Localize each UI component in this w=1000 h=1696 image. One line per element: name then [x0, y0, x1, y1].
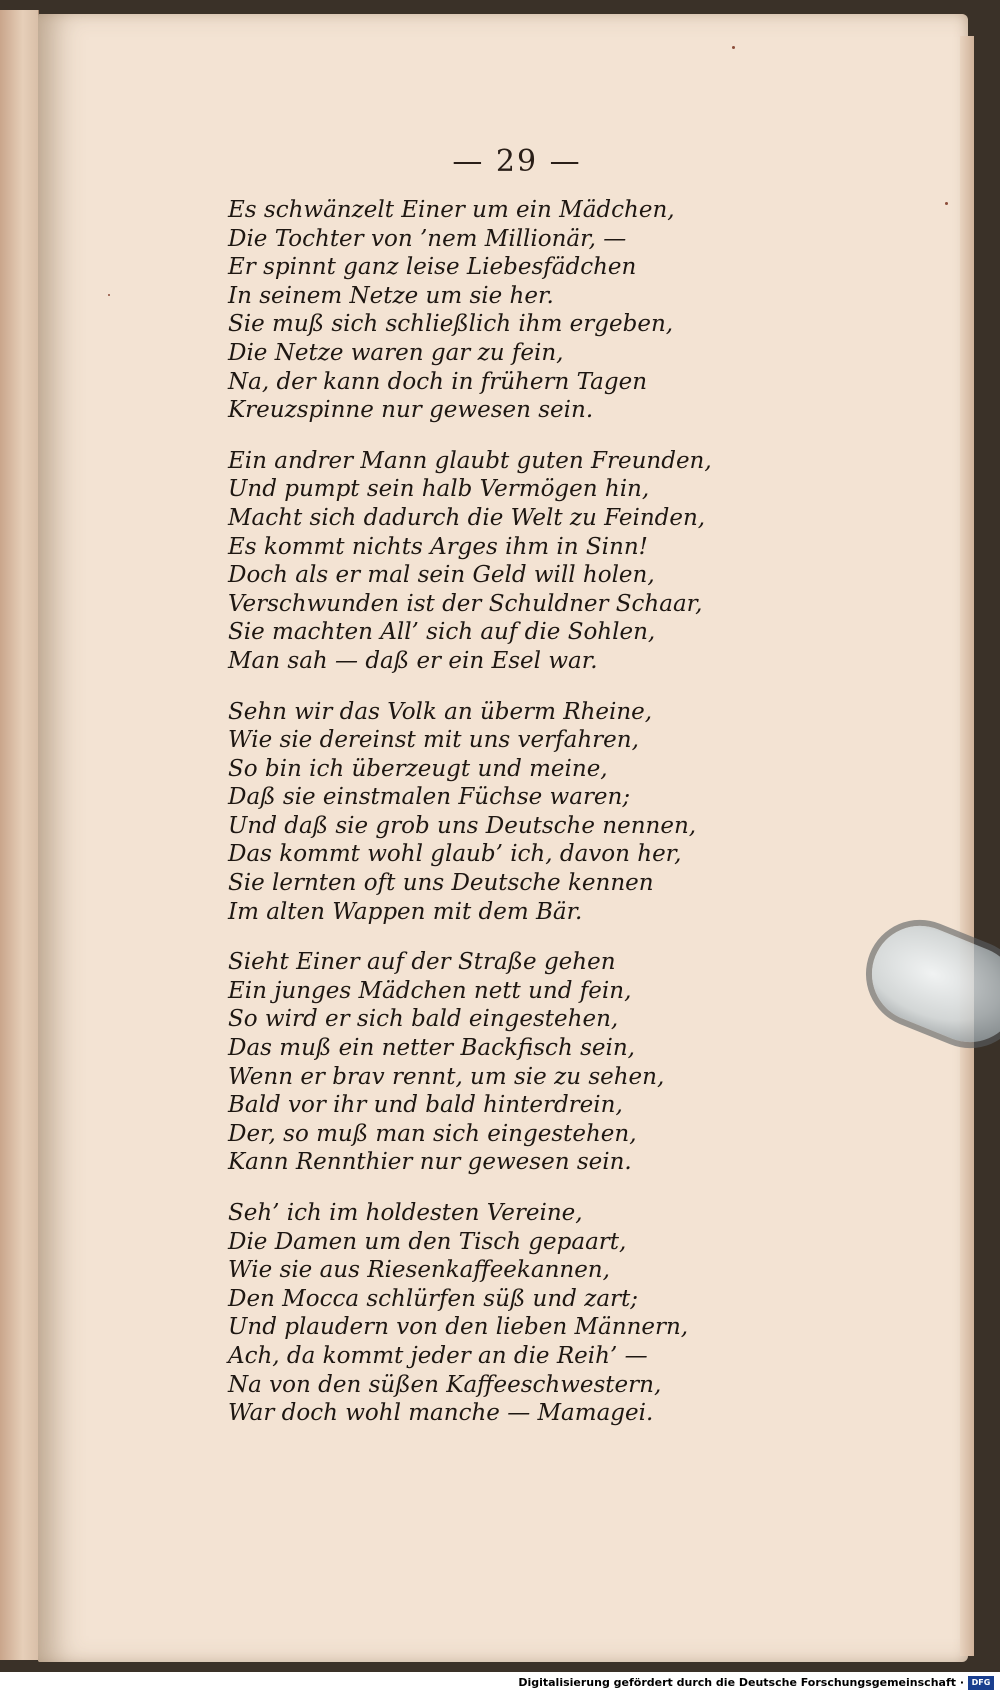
- poem-line: Der, so muß man sich eingestehen,: [228, 1120, 637, 1147]
- poem-line: Sie lernten oft uns Deutsche kennen: [228, 870, 654, 897]
- poem-line: Und pumpt sein halb Vermögen hin,: [228, 476, 650, 503]
- stanza: [228, 698, 928, 927]
- poem-line: Und daß sie grob uns Deutsche nennen,: [228, 812, 697, 839]
- poem-line: Na, der kann doch in frühern Tagen: [228, 368, 648, 395]
- digitization-footer: [0, 1672, 1000, 1696]
- poem-line: Ein andrer Mann glaubt guten Freunden,: [228, 447, 712, 474]
- left-page-edge: [0, 10, 39, 1660]
- poem-line: Die Damen um den Tisch gepaart,: [228, 1228, 627, 1255]
- poem-line: Es schwänzelt Einer um ein Mädchen,: [228, 197, 675, 223]
- poem-line: Sehn wir das Volk an überm Rheine,: [228, 698, 653, 725]
- poem-line: Und plaudern von den lieben Männern,: [228, 1314, 689, 1341]
- poem-line: Kann Rennthier nur gewesen sein.: [228, 1149, 632, 1176]
- poem-line: Doch als er mal sein Geld will holen,: [228, 562, 655, 589]
- poem-line: Bald vor ihr und bald hinterdrein,: [228, 1092, 623, 1119]
- poem-line: Macht sich dadurch die Welt zu Feinden,: [228, 504, 706, 531]
- page-number: — 29 —: [452, 144, 582, 179]
- poem-line: Sieht Einer auf der Straße gehen: [228, 949, 616, 976]
- poem-line: Die Tochter von ’nem Millionär, —: [228, 225, 627, 252]
- poem-line: Wie sie dereinst mit uns verfahren,: [228, 727, 639, 754]
- poem-line: Daß sie einstmalen Füchse waren;: [228, 784, 631, 811]
- dfg-logo: DFG: [968, 1676, 994, 1690]
- stanza: [228, 196, 928, 425]
- poem-line: Es kommt nichts Arges ihm in Sinn!: [228, 533, 648, 560]
- ink-speck: [108, 294, 110, 296]
- poem: [228, 196, 928, 1450]
- poem-line: Kreuzspinne nur gewesen sein.: [228, 397, 594, 424]
- poem-line: War doch wohl manche — Mamagei.: [228, 1400, 654, 1427]
- poem-line: Den Mocca schlürfen süß und zart;: [228, 1285, 639, 1312]
- poem-line: Die Netze waren gar zu fein,: [228, 339, 564, 366]
- poem-line: Das muß ein netter Backfisch sein,: [228, 1035, 635, 1062]
- stanza: [228, 1199, 928, 1428]
- poem-line: So bin ich überzeugt und meine,: [228, 755, 608, 782]
- poem-line: So wird er sich bald eingestehen,: [228, 1006, 619, 1033]
- right-page-edge: [960, 36, 974, 1656]
- poem-line: Er spinnt ganz leise Liebesfädchen: [228, 254, 637, 281]
- poem-line: Verschwunden ist der Schuldner Schaar,: [228, 590, 703, 617]
- ink-speck: [732, 46, 735, 49]
- stanza: [228, 447, 928, 676]
- poem-line: Das kommt wohl glaub’ ich, davon her,: [228, 841, 682, 868]
- poem-line: Im alten Wappen mit dem Bär.: [228, 898, 583, 925]
- poem-line: Wie sie aus Riesenkaffeekannen,: [228, 1257, 610, 1284]
- poem-line: Seh’ ich im holdesten Vereine,: [228, 1200, 583, 1226]
- stanza: [228, 948, 928, 1177]
- ink-speck: [945, 202, 948, 205]
- poem-line: Sie muß sich schließlich ihm ergeben,: [228, 311, 674, 338]
- poem-line: Sie machten All’ sich auf die Sohlen,: [228, 619, 656, 646]
- poem-line: Man sah — daß er ein Esel war.: [228, 647, 598, 674]
- poem-line: Ein junges Mädchen nett und fein,: [228, 977, 632, 1004]
- footer-credit: Digitalisierung gefördert durch die Deutsche Forschungsgemeinschaft ·: [518, 1676, 964, 1689]
- poem-line: Ach, da kommt jeder an die Reih’ —: [228, 1342, 648, 1369]
- poem-line: In seinem Netze um sie her.: [228, 282, 554, 309]
- poem-line: Wenn er brav rennt, um sie zu sehen,: [228, 1063, 665, 1090]
- poem-line: Na von den süßen Kaffeeschwestern,: [228, 1371, 662, 1398]
